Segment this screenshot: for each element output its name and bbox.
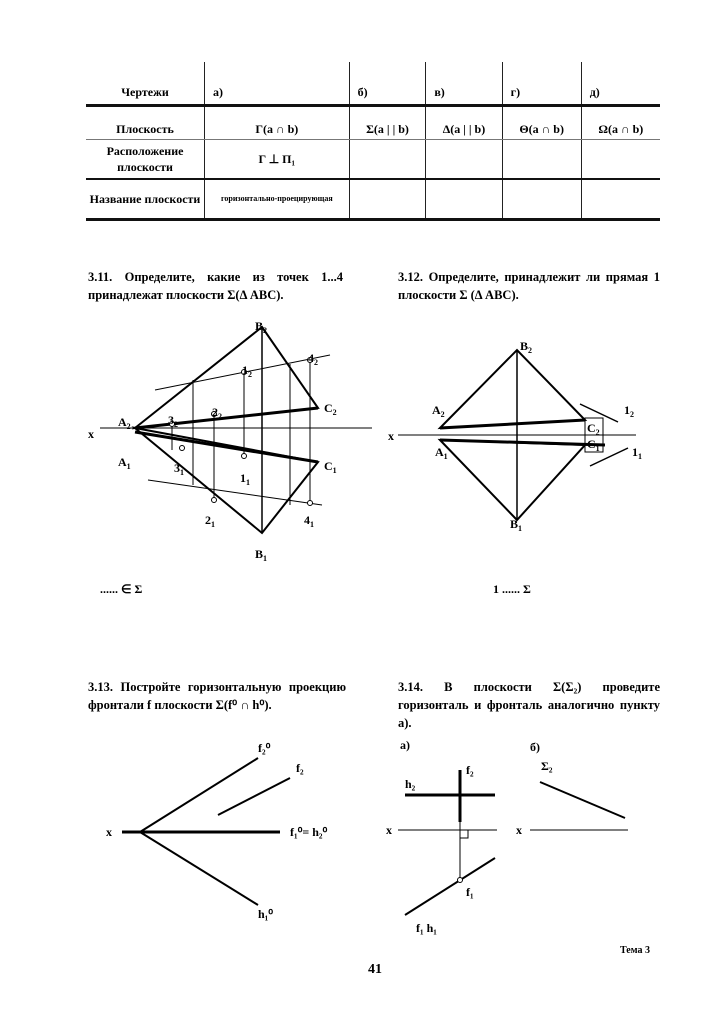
svg-text:C2: $C_2$: [324, 401, 337, 417]
figure-3-14-labels: [386, 759, 553, 935]
svg-text:f₂: f₂: [466, 763, 474, 777]
svg-text:h₁⁰: h₁⁰: [258, 907, 274, 921]
svg-text:A1: $A_1$: [118, 455, 131, 471]
task-3-13-text: 3.13. Постройте горизонтальную проекцию фронтали f плоскости Σ(f⁰ ∩ h⁰).: [88, 680, 346, 712]
cell: Σ(a | | b): [349, 106, 426, 140]
task-3-14-text: 3.14. В плоскости Σ(Σ₂) проведите горизонталь и фронталь аналогично пункту а).: [398, 680, 660, 730]
figure-3-11-labels: [88, 319, 337, 563]
task-3-12-text: 3.12. Определите, принадлежит ли прямая 1 плоскости Σ (Δ ABC).: [398, 270, 660, 302]
figure-3-12: [398, 350, 636, 520]
figure-3-12-labels: [388, 339, 642, 533]
svg-text:x: x: [106, 825, 112, 839]
header-cell: б): [349, 62, 426, 106]
svg-text:f₂: f₂: [296, 761, 304, 775]
figure-3-14: [398, 770, 628, 915]
task-3-11-text: 3.11. Определите, какие из точек 1...4 принадлежат плоскости Σ(Δ ABC).: [88, 270, 343, 302]
svg-text:B2: $B_2$: [520, 339, 533, 355]
svg-text:12: $1_2$: [624, 403, 634, 419]
svg-text:B1: $B_1$: [255, 547, 268, 563]
svg-text:x: x: [516, 823, 522, 837]
cell: Название плоскости: [86, 179, 205, 220]
svg-text:B2: $B_2$: [255, 319, 268, 335]
svg-text:C1: $C_1$: [324, 459, 337, 475]
task-3-12-answer: 1 ...... Σ: [493, 582, 531, 596]
svg-text:42: $4_2$: [308, 351, 318, 367]
svg-text:B1: $B_1$: [510, 517, 523, 533]
svg-text:11: $1_1$: [632, 445, 642, 461]
task-3-11-answer: ...... ∈ Σ: [100, 582, 143, 596]
header-cell: в): [426, 62, 502, 106]
subitem-a: а): [400, 738, 410, 752]
svg-text:22: $2_2$: [212, 405, 222, 421]
cell: Θ(a ∩ b): [502, 106, 581, 140]
cell: Γ(a ∩ b): [205, 106, 350, 140]
svg-text:12: $1_2$: [242, 363, 252, 379]
page-number: 41: [368, 962, 382, 977]
header-cell: г): [502, 62, 581, 106]
svg-text:x: x: [88, 427, 94, 441]
svg-text:f₂⁰: f₂⁰: [258, 741, 271, 755]
svg-text:C2: $C_2$: [587, 421, 600, 437]
cell: Плоскость: [86, 106, 205, 140]
svg-text:A1: $A_1$: [435, 445, 448, 461]
svg-text:C1: $C_1$: [587, 437, 600, 453]
svg-text:f₁⁰= h₂⁰: f₁⁰= h₂⁰: [290, 825, 328, 839]
svg-text:x: x: [388, 429, 394, 443]
svg-text:11: $1_1$: [240, 471, 250, 487]
svg-text:31: $3_1$: [174, 461, 184, 477]
svg-text:f₁ h₁: f₁ h₁: [416, 921, 437, 935]
cell: горизонтально-проецирующая: [205, 179, 350, 220]
svg-text:A2: $A_2$: [118, 415, 131, 431]
svg-text:f₁: f₁: [466, 885, 474, 899]
header-cell: Чертежи: [86, 62, 205, 106]
figure-3-11: [100, 327, 372, 533]
svg-text:A2: $A_2$: [432, 403, 445, 419]
svg-text:41: $4_1$: [304, 513, 314, 529]
cell: Расположение плоскости: [86, 140, 205, 180]
cell: Δ(a | | b): [426, 106, 502, 140]
cell: Ω(a ∩ b): [581, 106, 660, 140]
svg-text:21: $2_1$: [205, 513, 215, 529]
cell: Γ ⊥ Π₁: [205, 140, 350, 180]
svg-text:h₂: h₂: [405, 777, 416, 791]
svg-text:Σ₂: Σ₂: [541, 759, 553, 773]
topic-label: Тема 3: [620, 945, 650, 956]
svg-text:32: $3_2$: [168, 413, 178, 429]
subitem-b: б): [530, 740, 540, 754]
header-cell: а): [205, 62, 350, 106]
header-cell: д): [581, 62, 660, 106]
figure-3-13: [122, 758, 290, 905]
svg-text:x: x: [386, 823, 392, 837]
